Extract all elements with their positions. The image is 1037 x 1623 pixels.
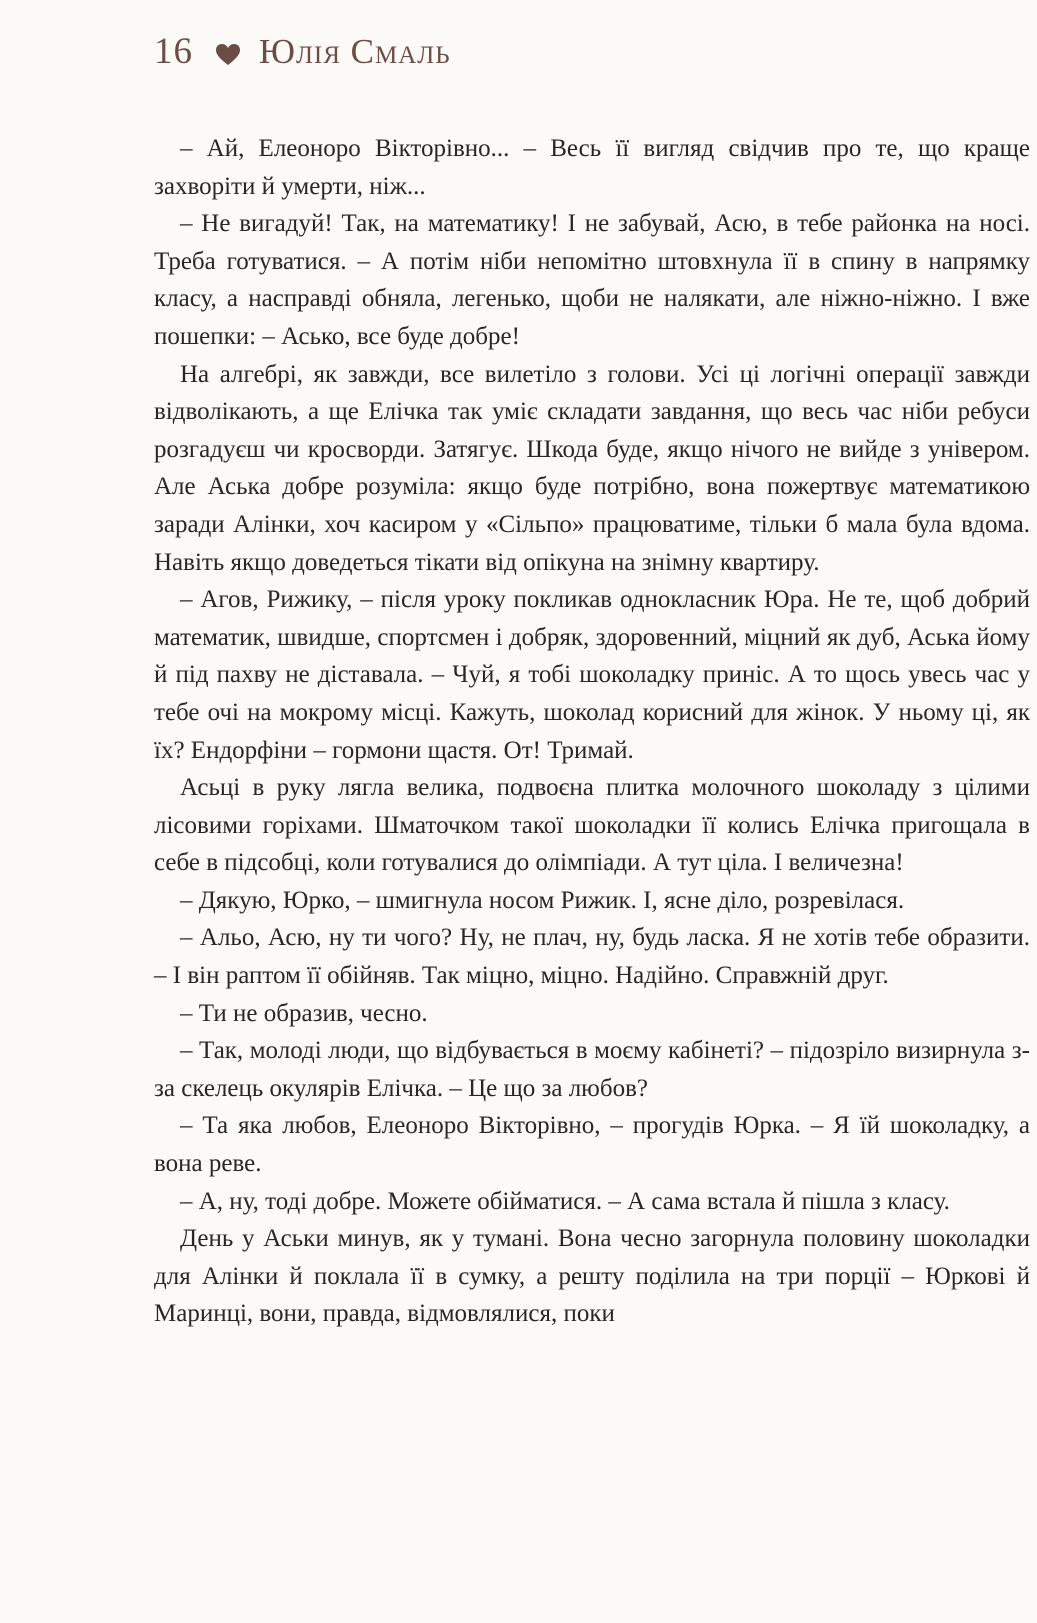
running-header [154, 22, 451, 82]
paragraph: – Не вигадуй! Так, на математику! І не забувай, Асю, в тебе районка на носі. Треба готуватися. – А потім ніби непомітно штовхнула її в спину в напрямку класу, а насправді обняла, легенько, щоби не налякати, але ніжно-ніжно. І вже пошепки: – Асько, все буде добре! [154, 210, 1030, 350]
paragraph: – Ай, Елеоноро Вікторівно... – Весь її вигляд свідчив про те, що краще захворіти й умерти, ніж... [154, 135, 1030, 200]
paragraph: – Агов, Рижику, – після уроку покликав однокласник Юра. Не те, щоб добрий математик, швидше, спортсмен і добряк, здоровенний, міцний як дуб, Аська йому й під пахву не діставала. – Чуй, я тобі шоколадку приніс. А то щось увесь час у тебе очі на мокрому місці. Кажуть, шоколад корисний для жінок. У ньому ці, як їх? Ендорфіни – гормони щастя. От! Тримай. [154, 586, 1030, 764]
author-name: Юлія Смаль [259, 32, 451, 71]
body-text [154, 130, 1030, 1333]
paragraph: – А, ну, тоді добре. Можете обійматися. – А сама встала й пішла з класу. [180, 1187, 950, 1215]
paragraph: – Альо, Асю, ну ти чого? Ну, не плач, ну, будь ласка. Я не хотів тебе образити. – І він раптом її обійняв. Так міцно, міцно. Надійно. Справжній друг. [154, 924, 1030, 990]
paragraph: На алгебрі, як завжди, все вилетіло з голови. Усі ці логічні операції завжди відволікають, а ще Елічка так уміє складати завдання, що весь час ніби ребуси розгадуєш чи кросворди. Затягує. Шкода буде, якщо нічого не вийде з універом. Але Аська добре розуміла: якщо буде потрібно, вона пожертвує математикою заради Алінки, хоч касиром у «Сільпо» працюватиме, тільки б мала була вдома. Навіть якщо доведеться тікати від опікуна на знімну квартиру. [154, 360, 1030, 576]
paragraph: Асьці в руку лягла велика, подвоєна плитка молочного шоколаду з цілими лісовими горіхами. Шматочком такої шоколадки її колись Елічка пригощала в себе в підсобці, коли готувалися до олімпіади. А тут ціла. І величезна! [154, 774, 1030, 877]
paragraph: – Так, молоді люди, що відбувається в моєму кабінеті? – підозріло визирнула з-за скелець окулярів Елічка. – Це що за любов? [154, 1037, 1030, 1102]
heart-icon [215, 42, 241, 68]
paragraph: – Та яка любов, Елеоноро Вікторівно, – прогудів Юрка. – Я їй шоколадку, а вона реве. [154, 1112, 1030, 1178]
paragraph: – Ти не образив, чесно. [180, 999, 428, 1027]
paragraph: День у Аськи минув, як у тумані. Вона чесно загорнула половину шоколадки для Алінки й поклала її в сумку, а решту поділила на три порції – Юркові й Маринці, вони, правда, відмовлялися, поки [154, 1225, 1030, 1328]
page-number: 16 [154, 31, 193, 72]
paragraph: – Дякую, Юрко, – шмигнула носом Рижик. І, ясне діло, розревілася. [180, 886, 905, 914]
